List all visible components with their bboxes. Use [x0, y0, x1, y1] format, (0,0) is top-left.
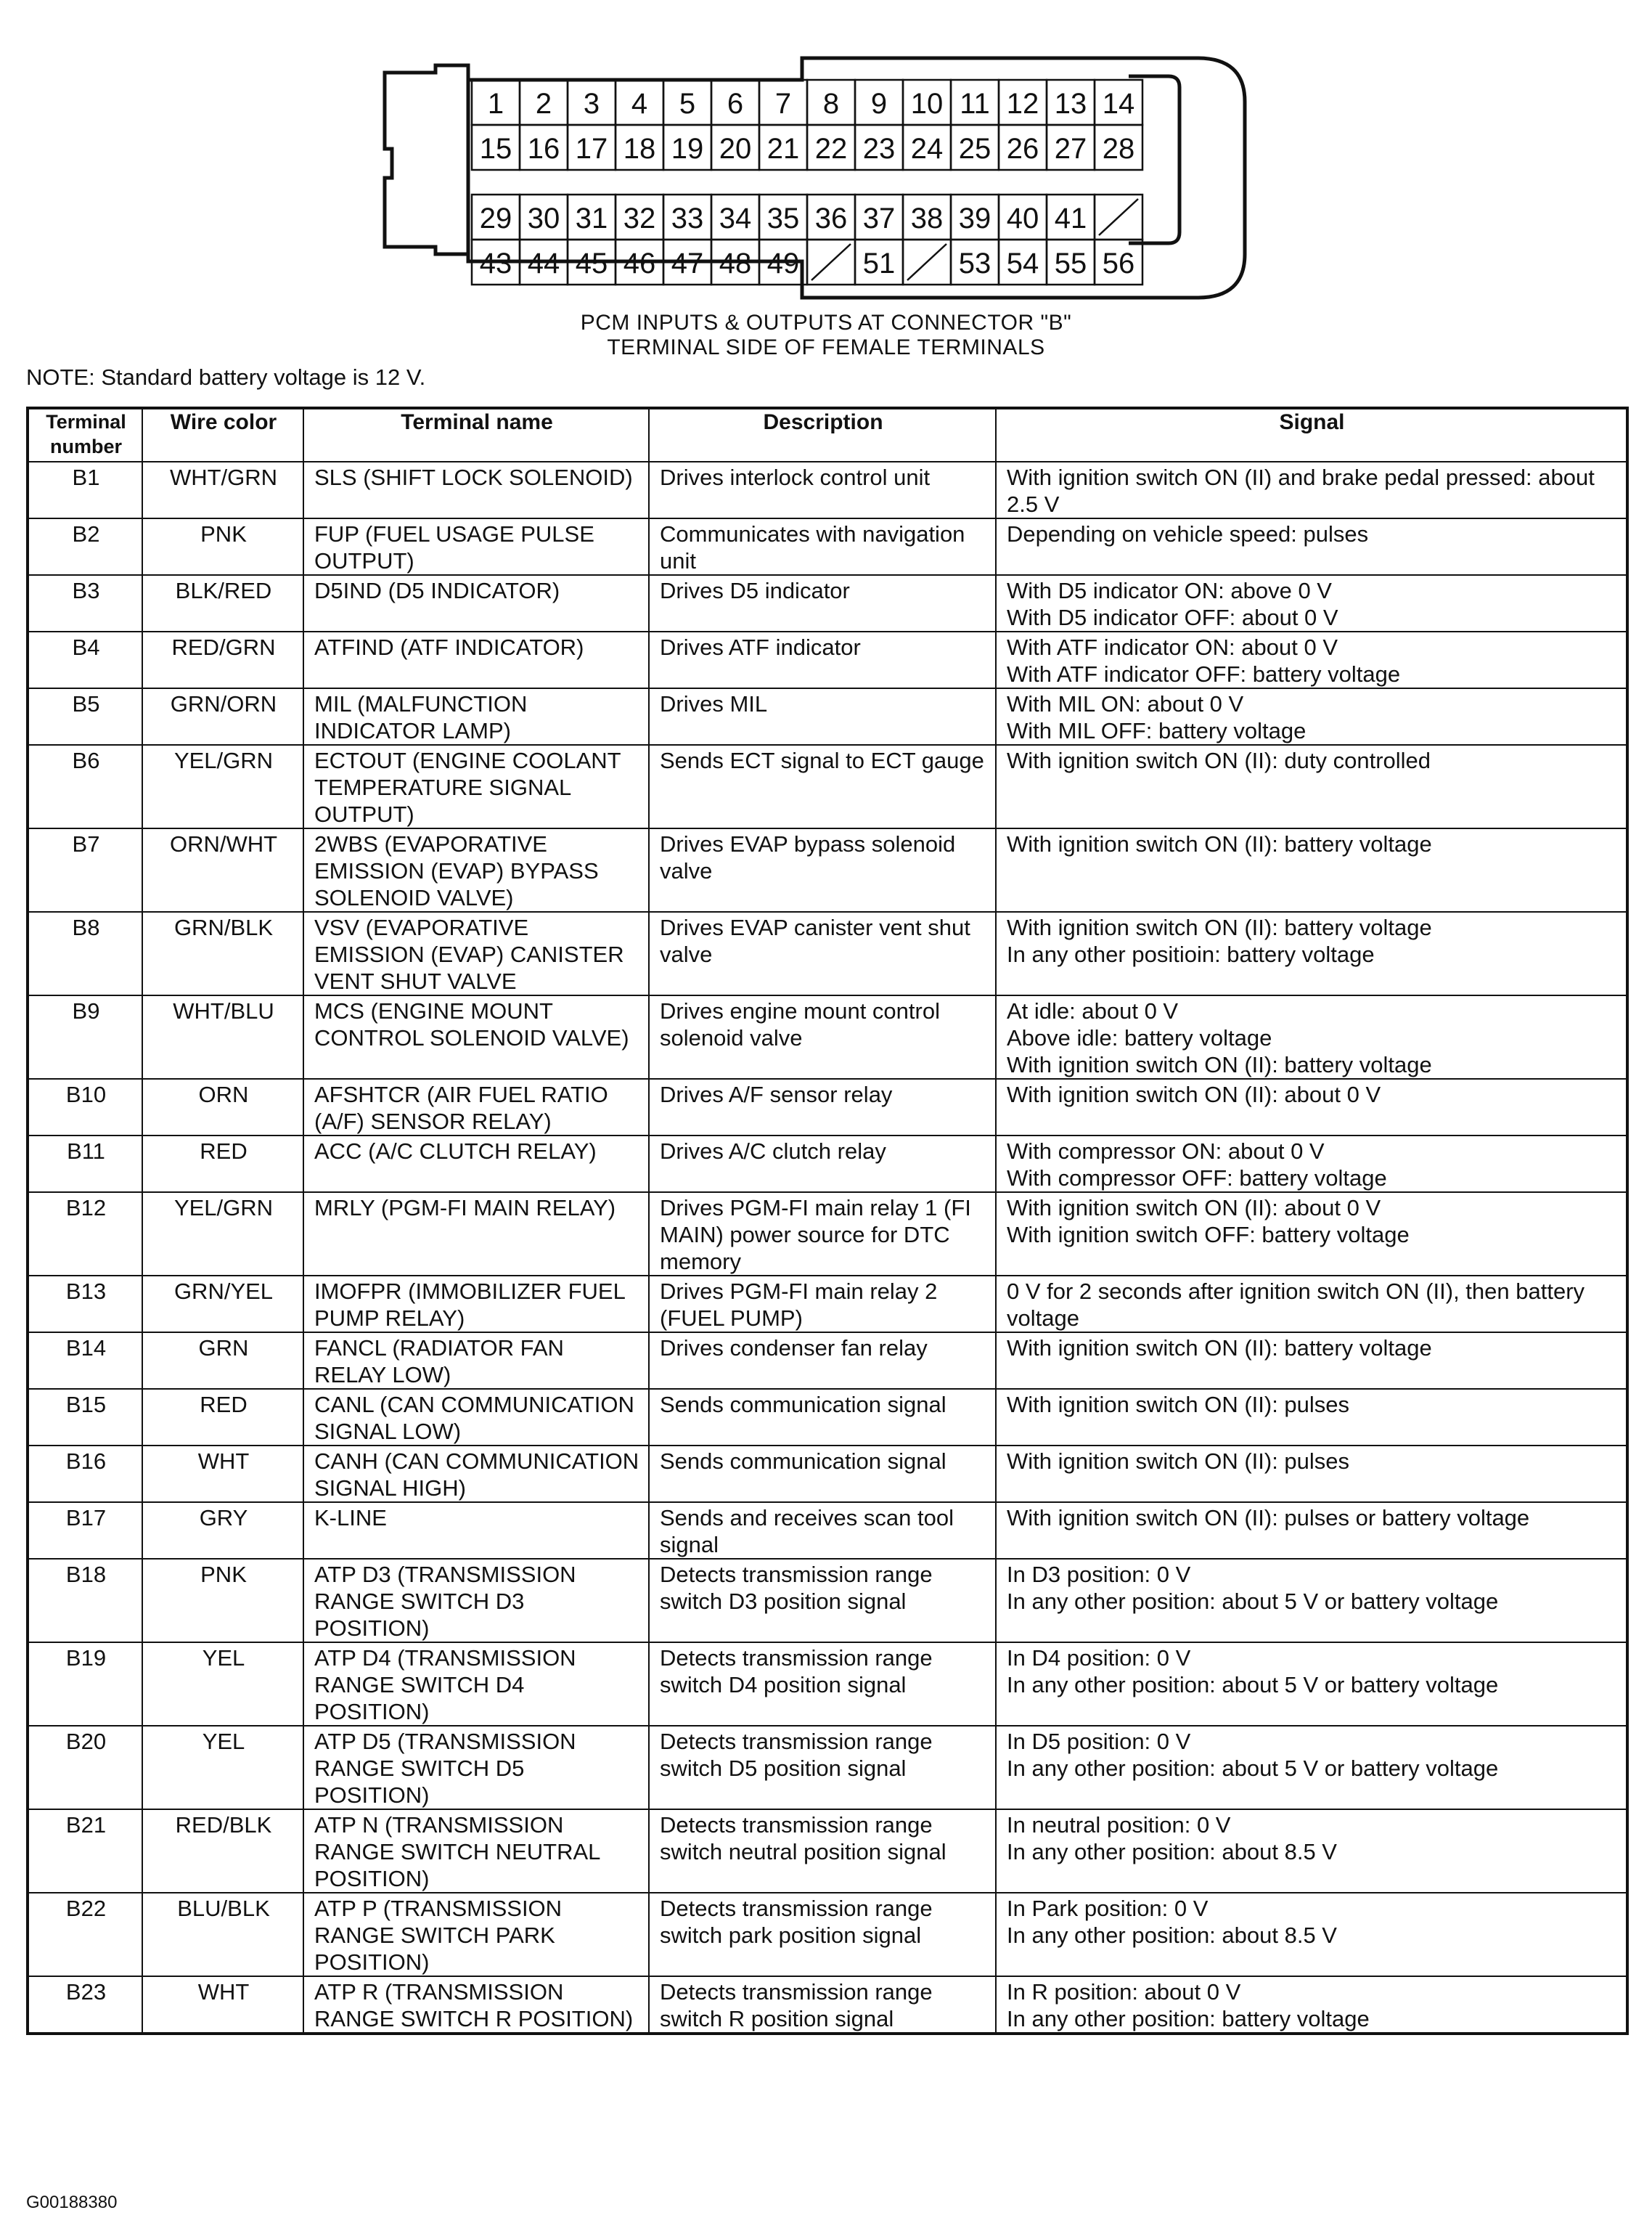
cell-terminal: B17	[28, 1502, 142, 1559]
cell-wire-color: YEL	[142, 1642, 303, 1726]
pin-number: 20	[719, 133, 752, 165]
signal-line: With ignition switch ON (II): duty controlled	[1007, 748, 1431, 773]
table-row	[28, 1276, 1627, 1332]
table-row	[28, 1502, 1627, 1559]
cell-description: Drives A/F sensor relay	[649, 1079, 996, 1136]
pin-number: 7	[774, 88, 792, 120]
cell-wire-color: GRN/BLK	[142, 912, 303, 995]
cell-signal	[996, 1642, 1627, 1726]
cell-terminal-name: CANL (CAN COMMUNICATION SIGNAL LOW)	[303, 1389, 649, 1446]
cell-terminal: B11	[28, 1136, 142, 1192]
table-row	[28, 1079, 1627, 1136]
cell-description: Drives condenser fan relay	[649, 1332, 996, 1389]
cell-description: Detects transmission range switch D5 position signal	[649, 1726, 996, 1809]
cell-wire-color: RED/BLK	[142, 1809, 303, 1893]
pin-number: 46	[623, 248, 656, 280]
cell-description: Sends ECT signal to ECT gauge	[649, 745, 996, 828]
cell-description: Sends and receives scan tool signal	[649, 1502, 996, 1559]
cell-description: Detects transmission range switch park position signal	[649, 1893, 996, 1976]
table-row	[28, 1726, 1627, 1809]
signal-line: With D5 indicator ON: above 0 V	[1007, 578, 1332, 603]
connector-left-housing	[385, 65, 468, 254]
signal-line: With ignition switch ON (II): pulses or battery voltage	[1007, 1505, 1530, 1530]
diagram-caption-line1: PCM INPUTS & OUTPUTS AT CONNECTOR "B"	[580, 311, 1072, 335]
cell-description: Detects transmission range switch neutral position signal	[649, 1809, 996, 1893]
cell-description: Communicates with navigation unit	[649, 518, 996, 575]
cell-signal	[996, 1976, 1627, 2034]
pin-number: 31	[575, 203, 608, 235]
cell-signal	[996, 462, 1627, 518]
table-row	[28, 912, 1627, 995]
signal-line: With MIL ON: about 0 V	[1007, 691, 1244, 717]
table-row	[28, 1893, 1627, 1976]
cell-description: Detects transmission range switch R position signal	[649, 1976, 996, 2034]
pin-number: 44	[527, 248, 560, 280]
pin-number: 10	[910, 88, 944, 120]
connector-latch	[1129, 76, 1179, 243]
cell-terminal: B6	[28, 745, 142, 828]
cell-terminal: B18	[28, 1559, 142, 1642]
signal-line: With ATF indicator OFF: battery voltage	[1007, 661, 1401, 687]
pin-number: 39	[958, 203, 991, 235]
signal-line: With ignition switch ON (II): pulses	[1007, 1392, 1350, 1417]
pin-number: 16	[527, 133, 560, 165]
signal-line: With compressor ON: about 0 V	[1007, 1138, 1325, 1164]
pin-number: 41	[1054, 203, 1087, 235]
cell-wire-color: YEL	[142, 1726, 303, 1809]
cell-terminal-name: ATFIND (ATF INDICATOR)	[303, 632, 649, 688]
signal-line: In Park position: 0 V	[1007, 1896, 1209, 1921]
table-row	[28, 1389, 1627, 1446]
header-signal: Signal	[996, 408, 1627, 462]
cell-signal	[996, 1726, 1627, 1809]
table-row	[28, 688, 1627, 745]
cell-signal	[996, 632, 1627, 688]
signal-line: With ignition switch ON (II): about 0 V	[1007, 1082, 1381, 1107]
pin-number: 53	[958, 248, 991, 280]
table-row	[28, 462, 1627, 518]
cell-wire-color: GRN/YEL	[142, 1276, 303, 1332]
pin-number: 24	[910, 133, 944, 165]
terminal-table-wrapper	[26, 407, 1626, 2035]
pin-number: 26	[1006, 133, 1039, 165]
cell-signal	[996, 1192, 1627, 1276]
pin-number: 36	[814, 203, 848, 235]
signal-line: In D5 position: 0 V	[1007, 1729, 1191, 1754]
signal-line: With compressor OFF: battery voltage	[1007, 1165, 1387, 1191]
pin-number: 48	[719, 248, 752, 280]
signal-line: In any other position: about 8.5 V	[1007, 1923, 1337, 1948]
pin-number: 40	[1006, 203, 1039, 235]
figure-id: G00188380	[26, 2193, 118, 2212]
header-wire-color: Wire color	[142, 408, 303, 462]
cell-wire-color: RED	[142, 1136, 303, 1192]
pin-number: 9	[870, 88, 888, 120]
cell-terminal-name: ATP D5 (TRANSMISSION RANGE SWITCH D5 POSITION)	[303, 1726, 649, 1809]
signal-line: In neutral position: 0 V	[1007, 1812, 1231, 1838]
signal-line: In D4 position: 0 V	[1007, 1645, 1191, 1671]
pin-number: 32	[623, 203, 656, 235]
table-row	[28, 575, 1627, 632]
pin-number: 45	[575, 248, 608, 280]
cell-description: Drives PGM-FI main relay 2 (FUEL PUMP)	[649, 1276, 996, 1332]
cell-signal	[996, 745, 1627, 828]
unused-pin-slash	[907, 244, 946, 280]
cell-description: Drives MIL	[649, 688, 996, 745]
cell-signal	[996, 575, 1627, 632]
header-terminal-name: Terminal name	[303, 408, 649, 462]
table-row	[28, 828, 1627, 912]
cell-wire-color: RED/GRN	[142, 632, 303, 688]
cell-terminal-name: ATP P (TRANSMISSION RANGE SWITCH PARK POSITION)	[303, 1893, 649, 1976]
cell-terminal: B9	[28, 995, 142, 1079]
cell-terminal-name: ATP R (TRANSMISSION RANGE SWITCH R POSITION)	[303, 1976, 649, 2034]
cell-wire-color: WHT/GRN	[142, 462, 303, 518]
cell-terminal: B2	[28, 518, 142, 575]
pin-number: 19	[671, 133, 704, 165]
signal-line: Depending on vehicle speed: pulses	[1007, 521, 1369, 547]
cell-description: Drives EVAP bypass solenoid valve	[649, 828, 996, 912]
diagram-caption-line2: TERMINAL SIDE OF FEMALE TERMINALS	[607, 335, 1045, 359]
cell-terminal: B8	[28, 912, 142, 995]
cell-terminal-name: MIL (MALFUNCTION INDICATOR LAMP)	[303, 688, 649, 745]
table-row	[28, 995, 1627, 1079]
pin-number: 4	[631, 88, 648, 120]
pin-number: 35	[766, 203, 800, 235]
cell-terminal: B19	[28, 1642, 142, 1726]
cell-terminal: B4	[28, 632, 142, 688]
cell-wire-color: YEL/GRN	[142, 745, 303, 828]
cell-terminal-name: VSV (EVAPORATIVE EMISSION (EVAP) CANISTER VENT SHUT VALVE	[303, 912, 649, 995]
pin-number: 18	[623, 133, 656, 165]
table-row	[28, 1559, 1627, 1642]
terminal-table	[26, 407, 1629, 2035]
cell-description: Drives interlock control unit	[649, 462, 996, 518]
unused-pin-slash	[811, 244, 851, 280]
pin-number: 43	[479, 248, 512, 280]
table-header-row	[28, 408, 1627, 462]
table-row	[28, 1642, 1627, 1726]
cell-signal	[996, 1446, 1627, 1502]
cell-signal	[996, 828, 1627, 912]
cell-terminal-name: CANH (CAN COMMUNICATION SIGNAL HIGH)	[303, 1446, 649, 1502]
cell-terminal-name: FANCL (RADIATOR FAN RELAY LOW)	[303, 1332, 649, 1389]
cell-wire-color: YEL/GRN	[142, 1192, 303, 1276]
pin-number: 8	[822, 88, 840, 120]
cell-description: Drives D5 indicator	[649, 575, 996, 632]
cell-signal	[996, 1276, 1627, 1332]
cell-wire-color: RED	[142, 1389, 303, 1446]
cell-terminal-name: MRLY (PGM-FI MAIN RELAY)	[303, 1192, 649, 1276]
signal-line: In any other positioin: battery voltage	[1007, 942, 1375, 967]
cell-terminal-name: D5IND (D5 INDICATOR)	[303, 575, 649, 632]
cell-wire-color: PNK	[142, 518, 303, 575]
cell-description: Drives engine mount control solenoid valve	[649, 995, 996, 1079]
pin-number: 29	[479, 203, 512, 235]
signal-line: 0 V for 2 seconds after ignition switch ON (II), then battery voltage	[1007, 1279, 1585, 1331]
signal-line: In any other position: about 5 V or battery voltage	[1007, 1672, 1499, 1697]
cell-terminal: B5	[28, 688, 142, 745]
table-row	[28, 518, 1627, 575]
cell-terminal-name: ACC (A/C CLUTCH RELAY)	[303, 1136, 649, 1192]
cell-wire-color: BLK/RED	[142, 575, 303, 632]
cell-signal	[996, 1332, 1627, 1389]
cell-terminal-name: ATP D4 (TRANSMISSION RANGE SWITCH D4 POSITION)	[303, 1642, 649, 1726]
signal-line: With ignition switch OFF: battery voltage	[1007, 1222, 1410, 1247]
cell-signal	[996, 1389, 1627, 1446]
pin-number: 54	[1006, 248, 1039, 280]
cell-description: Drives A/C clutch relay	[649, 1136, 996, 1192]
cell-wire-color: WHT	[142, 1446, 303, 1502]
cell-wire-color: WHT/BLU	[142, 995, 303, 1079]
pin-number: 28	[1102, 133, 1135, 165]
connector-b-diagram	[377, 51, 1248, 305]
cell-terminal-name: SLS (SHIFT LOCK SOLENOID)	[303, 462, 649, 518]
cell-signal	[996, 912, 1627, 995]
pin-number: 21	[766, 133, 800, 165]
pin-number: 56	[1102, 248, 1135, 280]
signal-line: With ignition switch ON (II) and brake pedal pressed: about 2.5 V	[1007, 465, 1595, 517]
cell-terminal: B21	[28, 1809, 142, 1893]
cell-terminal: B1	[28, 462, 142, 518]
cell-description: Sends communication signal	[649, 1446, 996, 1502]
cell-wire-color: BLU/BLK	[142, 1893, 303, 1976]
signal-line: In any other position: about 5 V or battery voltage	[1007, 1589, 1499, 1614]
table-row	[28, 1192, 1627, 1276]
pin-number: 11	[960, 88, 990, 120]
pin-number: 37	[862, 203, 896, 235]
signal-line: With ignition switch ON (II): battery voltage	[1007, 831, 1432, 857]
unused-pin-slash	[1099, 199, 1138, 235]
cell-description: Sends communication signal	[649, 1389, 996, 1446]
signal-line: With ignition switch ON (II): pulses	[1007, 1448, 1350, 1474]
cell-wire-color: ORN	[142, 1079, 303, 1136]
signal-line: At idle: about 0 V	[1007, 998, 1179, 1024]
cell-signal	[996, 1809, 1627, 1893]
signal-line: Above idle: battery voltage	[1007, 1025, 1272, 1051]
cell-terminal: B14	[28, 1332, 142, 1389]
table-row	[28, 745, 1627, 828]
cell-terminal-name: 2WBS (EVAPORATIVE EMISSION (EVAP) BYPASS SOLENOID VALVE)	[303, 828, 649, 912]
signal-line: With ignition switch ON (II): battery voltage	[1007, 915, 1432, 940]
cell-description: Detects transmission range switch D4 position signal	[649, 1642, 996, 1726]
signal-line: With ignition switch ON (II): battery voltage	[1007, 1052, 1432, 1077]
pin-number: 30	[527, 203, 560, 235]
cell-terminal: B7	[28, 828, 142, 912]
signal-line: In D3 position: 0 V	[1007, 1562, 1191, 1587]
cell-signal	[996, 1502, 1627, 1559]
header-terminal-number: Terminal number	[28, 408, 142, 462]
cell-terminal: B12	[28, 1192, 142, 1276]
cell-terminal: B20	[28, 1726, 142, 1809]
pin-number: 27	[1054, 133, 1087, 165]
cell-terminal: B23	[28, 1976, 142, 2034]
cell-terminal-name: IMOFPR (IMMOBILIZER FUEL PUMP RELAY)	[303, 1276, 649, 1332]
cell-wire-color: PNK	[142, 1559, 303, 1642]
cell-terminal-name: AFSHTCR (AIR FUEL RATIO (A/F) SENSOR RELAY)	[303, 1079, 649, 1136]
pin-number: 38	[910, 203, 944, 235]
header-description: Description	[649, 408, 996, 462]
cell-signal	[996, 1559, 1627, 1642]
cell-wire-color: ORN/WHT	[142, 828, 303, 912]
cell-signal	[996, 518, 1627, 575]
cell-wire-color: GRN/ORN	[142, 688, 303, 745]
signal-line: With ignition switch ON (II): battery voltage	[1007, 1335, 1432, 1361]
cell-signal	[996, 1079, 1627, 1136]
pin-number: 33	[671, 203, 704, 235]
cell-terminal: B15	[28, 1389, 142, 1446]
cell-terminal-name: ATP D3 (TRANSMISSION RANGE SWITCH D3 POSITION)	[303, 1559, 649, 1642]
connector-pin-grid	[472, 80, 1142, 285]
cell-description: Drives PGM-FI main relay 1 (FI MAIN) power source for DTC memory	[649, 1192, 996, 1276]
signal-line: In R position: about 0 V	[1007, 1979, 1241, 2005]
cell-description: Drives EVAP canister vent shut valve	[649, 912, 996, 995]
cell-terminal: B3	[28, 575, 142, 632]
pin-number: 55	[1054, 248, 1087, 280]
voltage-note: NOTE: Standard battery voltage is 12 V.	[26, 364, 426, 390]
pin-number: 47	[671, 248, 704, 280]
table-row	[28, 1976, 1627, 2034]
pin-number: 22	[814, 133, 848, 165]
pin-number: 2	[535, 88, 552, 120]
cell-terminal: B16	[28, 1446, 142, 1502]
pin-number: 5	[679, 88, 696, 120]
signal-line: In any other position: about 8.5 V	[1007, 1839, 1337, 1864]
pin-number: 6	[727, 88, 744, 120]
cell-terminal-name: ATP N (TRANSMISSION RANGE SWITCH NEUTRAL POSITION)	[303, 1809, 649, 1893]
cell-terminal-name: FUP (FUEL USAGE PULSE OUTPUT)	[303, 518, 649, 575]
cell-description: Detects transmission range switch D3 position signal	[649, 1559, 996, 1642]
cell-wire-color: WHT	[142, 1976, 303, 2034]
pin-number: 51	[862, 248, 896, 280]
table-row	[28, 632, 1627, 688]
signal-line: In any other position: about 5 V or battery voltage	[1007, 1756, 1499, 1781]
cell-wire-color: GRN	[142, 1332, 303, 1389]
table-row	[28, 1332, 1627, 1389]
signal-line: With ATF indicator ON: about 0 V	[1007, 635, 1338, 660]
pin-number: 3	[583, 88, 600, 120]
pin-number: 23	[862, 133, 896, 165]
cell-description: Drives ATF indicator	[649, 632, 996, 688]
cell-signal	[996, 995, 1627, 1079]
signal-line: In any other position: battery voltage	[1007, 2006, 1370, 2031]
cell-signal	[996, 688, 1627, 745]
cell-terminal-name: ECTOUT (ENGINE COOLANT TEMPERATURE SIGNAL OUTPUT)	[303, 745, 649, 828]
table-row	[28, 1809, 1627, 1893]
pin-number: 12	[1006, 88, 1039, 120]
signal-line: With D5 indicator OFF: about 0 V	[1007, 605, 1338, 630]
pin-number: 1	[487, 88, 504, 120]
cell-wire-color: GRY	[142, 1502, 303, 1559]
signal-line: With ignition switch ON (II): about 0 V	[1007, 1195, 1381, 1220]
pin-number: 49	[766, 248, 800, 280]
table-row	[28, 1136, 1627, 1192]
pin-number: 25	[958, 133, 991, 165]
cell-signal	[996, 1136, 1627, 1192]
cell-terminal: B22	[28, 1893, 142, 1976]
terminal-table-body	[28, 462, 1627, 2034]
pin-number: 15	[479, 133, 512, 165]
pin-number: 34	[719, 203, 752, 235]
signal-line: With MIL OFF: battery voltage	[1007, 718, 1307, 743]
cell-terminal: B13	[28, 1276, 142, 1332]
cell-terminal: B10	[28, 1079, 142, 1136]
pin-number: 17	[575, 133, 608, 165]
pin-number: 14	[1102, 88, 1135, 120]
table-row	[28, 1446, 1627, 1502]
cell-signal	[996, 1893, 1627, 1976]
cell-terminal-name: MCS (ENGINE MOUNT CONTROL SOLENOID VALVE)	[303, 995, 649, 1079]
cell-terminal-name: K-LINE	[303, 1502, 649, 1559]
pin-number: 13	[1054, 88, 1087, 120]
